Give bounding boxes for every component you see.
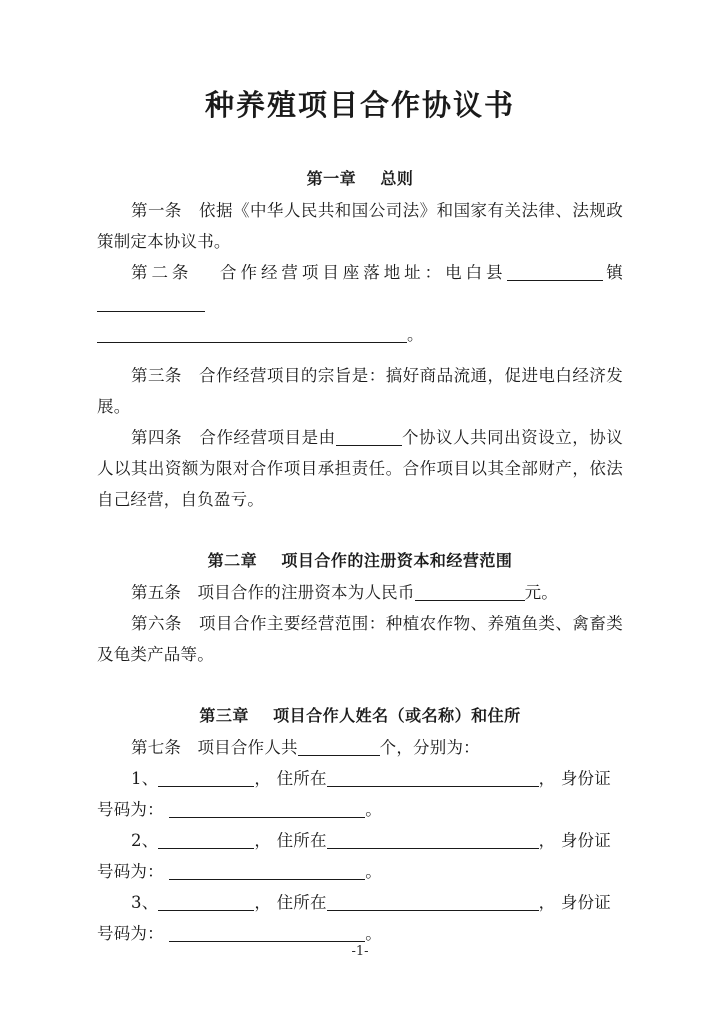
article-3-text: 合作经营项目的宗旨是：搞好商品流通，促进电白经济发展。: [97, 366, 623, 416]
article-2: [97, 257, 623, 319]
partner-2-comma-address: ，: [538, 831, 556, 850]
chapter-heading-1: 第一章 总则: [306, 169, 414, 188]
list-item: [97, 763, 623, 794]
list-item: [97, 825, 623, 856]
list-item-continuation: [97, 856, 623, 887]
partner-1-address-label: 住所在: [276, 769, 327, 788]
partner-2-period: 。: [365, 862, 382, 881]
blank-partner-2-id-number[interactable]: [169, 864, 365, 880]
spacer: [97, 350, 623, 360]
article-4-label: 第四条: [131, 428, 183, 447]
chapter-heading-3: 第三章 项目合作人姓名（或名称）和住所: [199, 706, 521, 725]
article-6-text: 项目合作主要经营范围：种植农作物、养殖鱼类、禽畜类及龟类产品等。: [97, 614, 623, 664]
partner-1-number: 1、: [131, 769, 159, 788]
article-6-label: 第六条: [131, 614, 182, 633]
article-7-text-before: 项目合作人共: [197, 738, 298, 757]
article-1: [97, 195, 623, 257]
blank-partner-count[interactable]: [336, 430, 402, 446]
partner-3-address-label: 住所在: [276, 893, 327, 912]
blank-partner-3-id-number[interactable]: [169, 926, 365, 942]
page-title: 种养殖项目合作协议书: [204, 88, 515, 122]
blank-township[interactable]: [507, 265, 603, 281]
partner-2-number: 2、: [131, 831, 159, 850]
article-5-text-before: 项目合作的注册资本为人民币: [197, 583, 415, 602]
partner-1-comma-address: ，: [538, 769, 556, 788]
article-2-continuation: [97, 319, 623, 350]
blank-partner-3-address[interactable]: [327, 895, 539, 911]
article-7: [97, 732, 623, 763]
partner-3-comma-name: ，: [254, 893, 272, 912]
blank-partner-1-name[interactable]: [158, 771, 254, 787]
article-7-label: 第七条: [131, 738, 182, 757]
partner-2-comma-name: ，: [254, 831, 272, 850]
article-5-text-after: 元。: [524, 583, 558, 602]
article-5-label: 第五条: [131, 583, 182, 602]
blank-address-continued[interactable]: [97, 327, 407, 343]
blank-partner-2-name[interactable]: [158, 833, 254, 849]
article-5: [97, 577, 623, 608]
article-2-text-before: 合作经营项目座落地址：电白县: [220, 263, 507, 282]
partner-1-period: 。: [365, 800, 382, 819]
article-1-text: 依据《中华人民共和国公司法》和国家有关法律、法规政策制定本协议书。: [97, 201, 623, 251]
partner-1-id-label-2: 号码为：: [97, 800, 164, 819]
partner-1-comma-name: ，: [254, 769, 272, 788]
partner-3-comma-address: ，: [538, 893, 556, 912]
blank-village[interactable]: [97, 296, 205, 312]
partner-3-id-label-2: 号码为：: [97, 924, 164, 943]
partner-2-id-label-2: 号码为：: [97, 862, 164, 881]
blank-partner-1-id-number[interactable]: [169, 802, 365, 818]
blank-partner-1-address[interactable]: [327, 771, 539, 787]
blank-partner-2-address[interactable]: [327, 833, 539, 849]
article-7-text-after: 个，分别为：: [379, 738, 480, 757]
article-4-text-after: 个协议人共同出资设立，协议人以其出资额为限对合作项目承担责任。合作项目以其全部财产，依法自己经营，自负盈亏。: [97, 428, 623, 509]
spacer: [97, 515, 623, 545]
article-4: [97, 422, 623, 515]
list-item: [97, 887, 623, 918]
list-item-continuation: [97, 794, 623, 825]
partner-2-address-label: 住所在: [276, 831, 327, 850]
article-3: [97, 360, 623, 422]
spacer: [97, 670, 623, 700]
partner-2-id-label-1: 身份证: [560, 831, 611, 850]
blank-partner-3-name[interactable]: [158, 895, 254, 911]
article-2-text-mid: 镇: [602, 263, 623, 282]
document-body: [97, 163, 623, 949]
chapter-heading-2: 第二章 项目合作的注册资本和经营范围: [207, 551, 513, 570]
partner-3-number: 3、: [131, 893, 159, 912]
article-3-label: 第三条: [131, 366, 182, 385]
page-number-footer: -1-: [351, 944, 369, 959]
partner-1-id-label-1: 身份证: [560, 769, 611, 788]
partner-3-id-label-1: 身份证: [560, 893, 611, 912]
article-2-label: 第二条: [131, 263, 193, 282]
article-4-text-before: 合作经营项目是由: [199, 428, 336, 447]
partner-3-period: 。: [365, 924, 382, 943]
article-1-label: 第一条: [131, 201, 182, 220]
blank-registered-capital[interactable]: [415, 585, 525, 601]
article-2-text-end: 。: [407, 325, 424, 344]
blank-partner-total[interactable]: [298, 740, 380, 756]
article-6: [97, 608, 623, 670]
